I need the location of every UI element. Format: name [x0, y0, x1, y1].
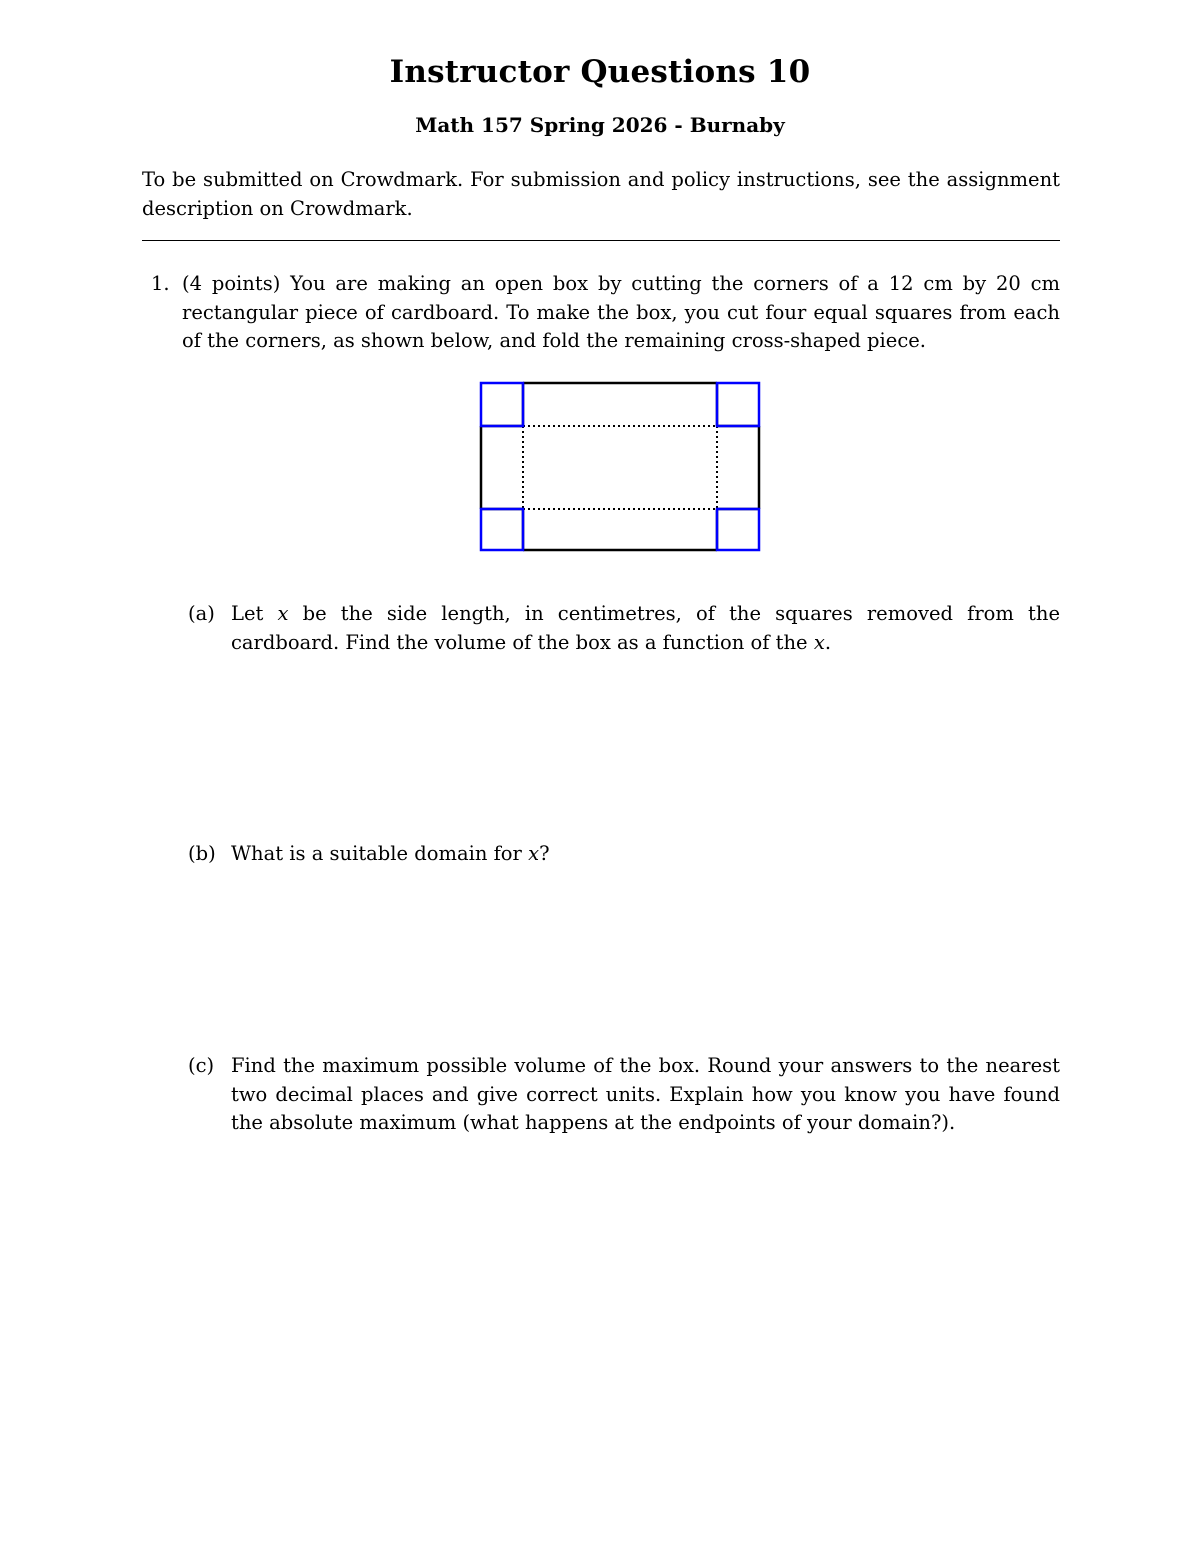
part-a-label: (a) [188, 602, 215, 625]
horizontal-divider [142, 240, 1060, 241]
question-number: 1. [151, 272, 170, 295]
cut-square-bottom-left [481, 509, 523, 550]
part-a-text-3: . [824, 630, 832, 654]
cut-square-top-left [481, 383, 523, 426]
part-b-text [231, 840, 1060, 869]
part-c [142, 1052, 1060, 1138]
page-title: Instructor Questions 10 [389, 54, 811, 90]
cardboard-diagram [479, 381, 763, 553]
question-1-text: (4 points) You are making an open box by cutting the corners of a 12 cm by 20 cm rectangular piece of cardboard. To make the box, you cut four equal squares from each of the corners, as shown below, and fold the remaining cross-shaped piece. [182, 272, 1060, 352]
part-c-label: (c) [188, 1054, 215, 1077]
variable-x: x [277, 602, 289, 625]
question-1 [142, 270, 1060, 356]
part-b-text-2: ? [539, 842, 550, 865]
part-a-text-2: be the side length, in centimetres, of the squares removed from the cardboard. Find the volume of the box as a function of the [231, 602, 1060, 654]
fold-lines [523, 426, 717, 509]
course-subtitle: Math 157 Spring 2026 - Burnaby [415, 113, 785, 137]
variable-x: x [528, 842, 540, 865]
cut-square-top-right [717, 383, 759, 426]
part-b-text-1: What is a suitable domain for [231, 842, 529, 865]
part-a [142, 600, 1060, 657]
part-c-text: Find the maximum possible volume of the box. Round your answers to the nearest two decimal places and give correct units. Explain how you know you have found the absolute maximum (what happens at the endpoints of your domain?). [231, 1054, 1060, 1134]
part-b [142, 840, 1060, 869]
part-b-label: (b) [188, 842, 216, 865]
part-a-text [231, 600, 1060, 657]
part-a-text-1: Let [231, 602, 278, 625]
variable-x: x [813, 630, 825, 654]
submission-instructions: To be submitted on Crowdmark. For submission and policy instructions, see the assignment description on Crowdmark. [142, 168, 1060, 220]
cut-square-bottom-right [717, 509, 759, 550]
